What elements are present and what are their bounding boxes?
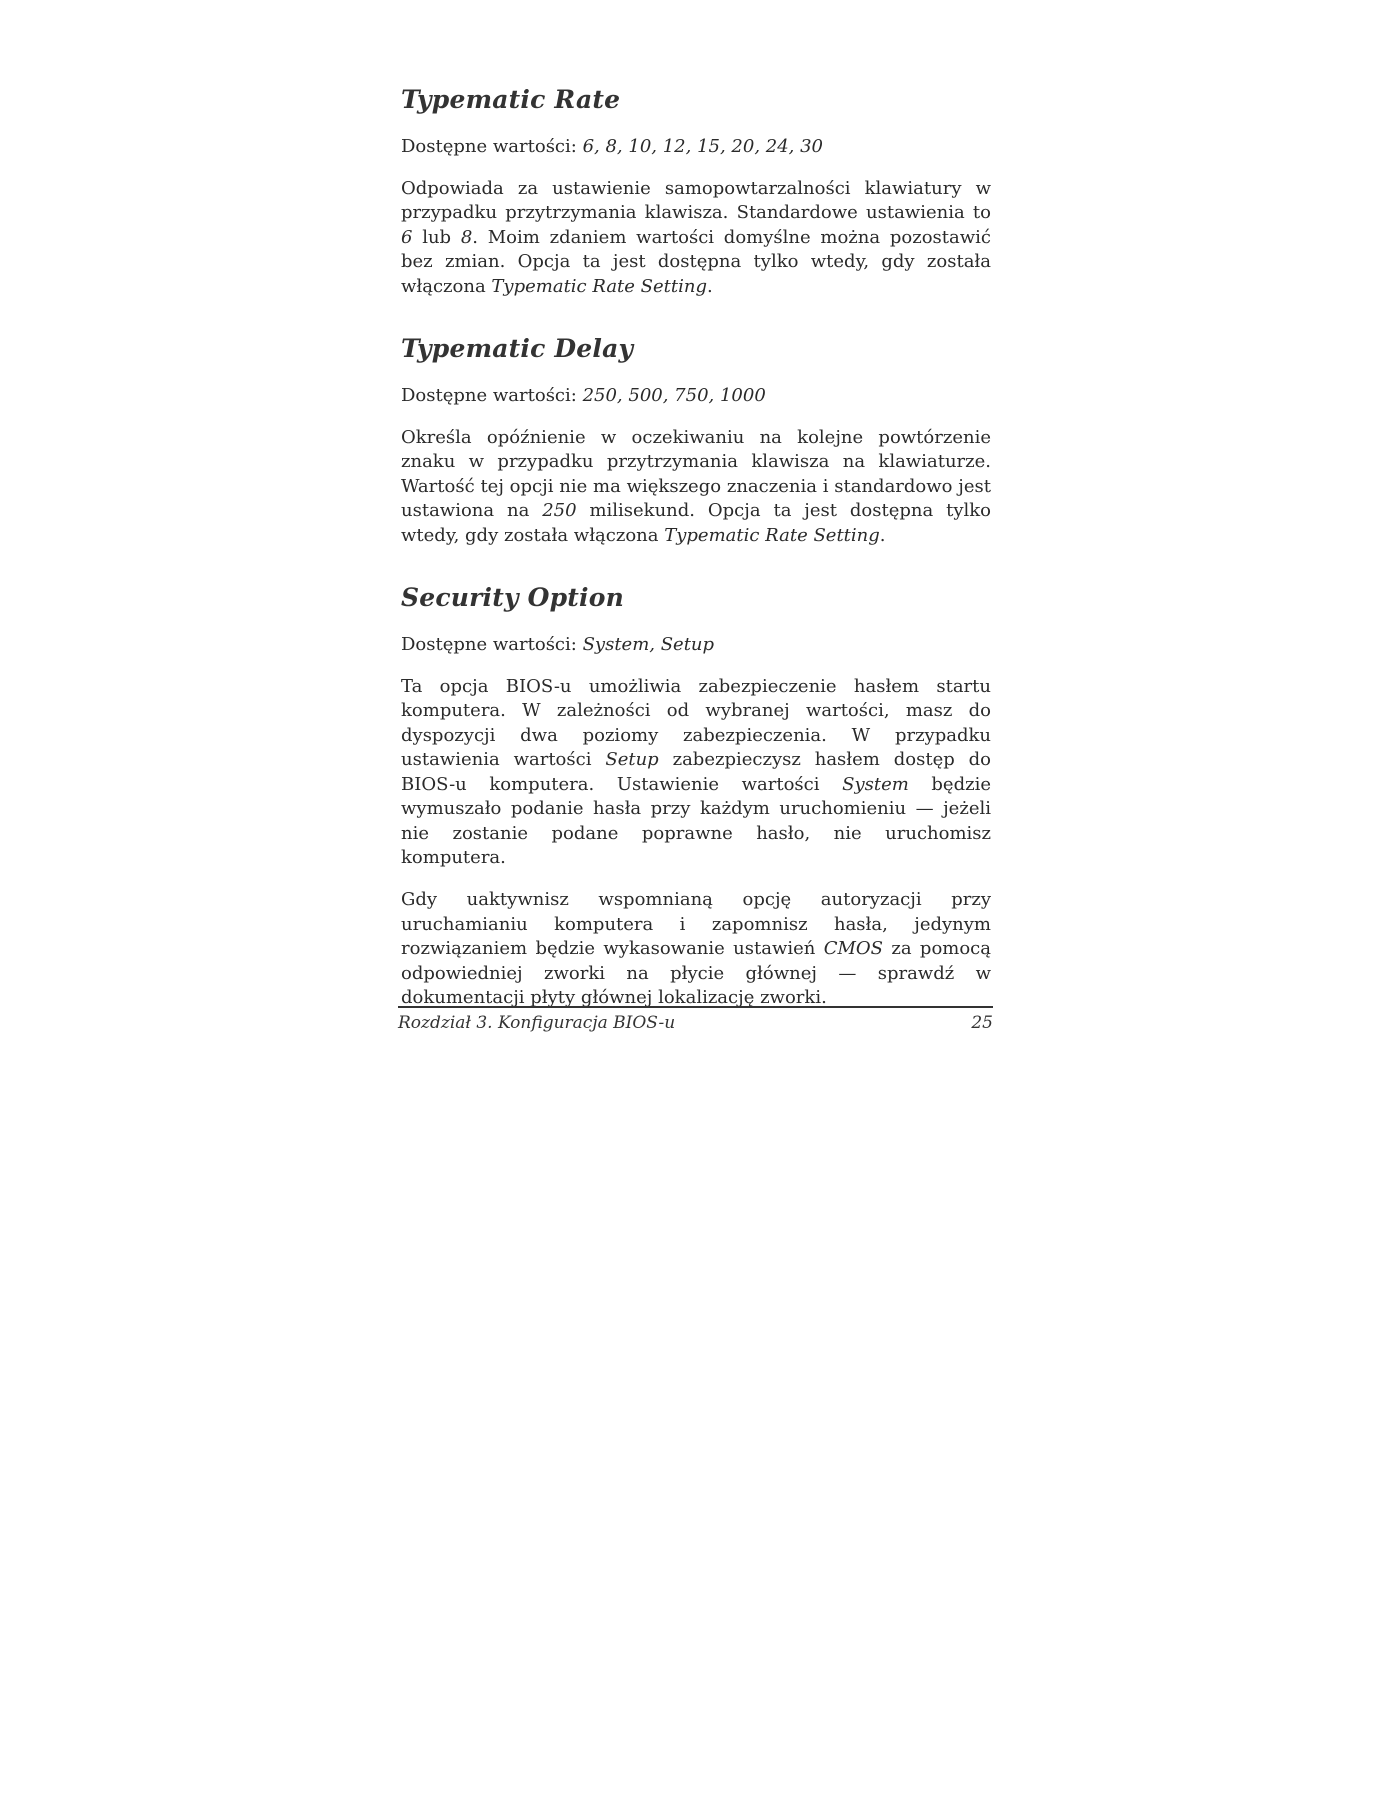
text-run: Gdy uaktywnisz wspomnianą opcję autoryzacji przy uruchamianiu komputera i zapomnisz hasła, jedynym rozwiązaniem będzie wykasowanie ustawień	[401, 889, 991, 960]
paragraph	[401, 177, 991, 299]
page-content	[401, 84, 991, 1010]
section-heading: Security Option	[401, 583, 624, 613]
italic-term: System	[842, 773, 909, 795]
paragraph	[401, 675, 991, 870]
italic-term: Setup	[605, 749, 659, 771]
text-run: zabezpieczysz hasłem dostęp do BIOS-u komputera. Ustawienie wartości	[401, 749, 991, 795]
paragraph	[401, 888, 991, 1010]
italic-term: Typematic Rate Setting	[491, 275, 707, 297]
text-run: Określa opóźnienie w oczekiwaniu na kolejne powtórzenie znaku w przypadku przytrzymania klawisza na klawiaturze. Wartość tej opcji nie ma większego znaczenia i standardowo jest ustawiona na	[401, 427, 991, 522]
section-security-option	[401, 582, 991, 1010]
paragraph	[401, 426, 991, 548]
section-heading: Typematic Rate	[401, 85, 621, 114]
values-label: Dostępne wartości:	[401, 385, 577, 407]
available-values	[401, 632, 991, 657]
values-list: System, Setup	[582, 634, 715, 656]
footer-chapter: Rozdział 3. Konfiguracja BIOS-u	[398, 1013, 676, 1033]
values-label: Dostępne wartości:	[401, 634, 577, 656]
text-run: .	[879, 524, 886, 546]
values-label: Dostępne wartości:	[401, 136, 577, 157]
page-number: 25	[971, 1013, 993, 1033]
italic-term: CMOS	[823, 938, 884, 960]
available-values	[401, 383, 991, 408]
italic-term: 8	[460, 226, 473, 248]
text-run: lub	[412, 226, 461, 248]
italic-term: 250	[542, 500, 577, 522]
section-typematic-delay	[401, 333, 991, 548]
italic-term: Typematic Rate Setting	[664, 524, 880, 546]
values-list: 6, 8, 10, 12, 15, 20, 24, 30	[582, 136, 824, 157]
text-run: Odpowiada za ustawienie samopowtarzalności klawiatury w przypadku przytrzymania klawisza. Standardowe ustawienia to	[401, 178, 991, 224]
text-run: milisekund. Opcja ta jest dostępna tylko wtedy, gdy została włączona	[401, 500, 991, 546]
italic-term: 6	[401, 226, 413, 248]
section-typematic-rate	[401, 84, 991, 299]
page-footer	[398, 1006, 993, 1034]
text-run: Ta opcja BIOS-u umożliwia zabezpieczenie hasłem startu komputera. W zależności od wybranej wartości, masz do dyspozycji dwa poziomy zabezpieczenia. W przypadku ustawienia wartości	[401, 676, 991, 771]
text-run: będzie wymuszało podanie hasła przy każdym uruchomieniu — jeżeli nie zostanie podane poprawne hasło, nie uruchomisz komputera.	[401, 773, 991, 868]
text-run: .	[707, 275, 713, 297]
text-run: . Moim zdaniem wartości domyślne można pozostawić bez zmian. Opcja ta jest dostępna tylko wtedy, gdy została włączona	[401, 226, 991, 297]
available-values	[401, 134, 991, 159]
text-run: za pomocą odpowiedniej zworki na płycie głównej — sprawdź w dokumentacji płyty głównej lokalizację zworki.	[401, 938, 991, 1008]
section-heading: Typematic Delay	[401, 334, 634, 364]
values-list: 250, 500, 750, 1000	[582, 385, 766, 407]
